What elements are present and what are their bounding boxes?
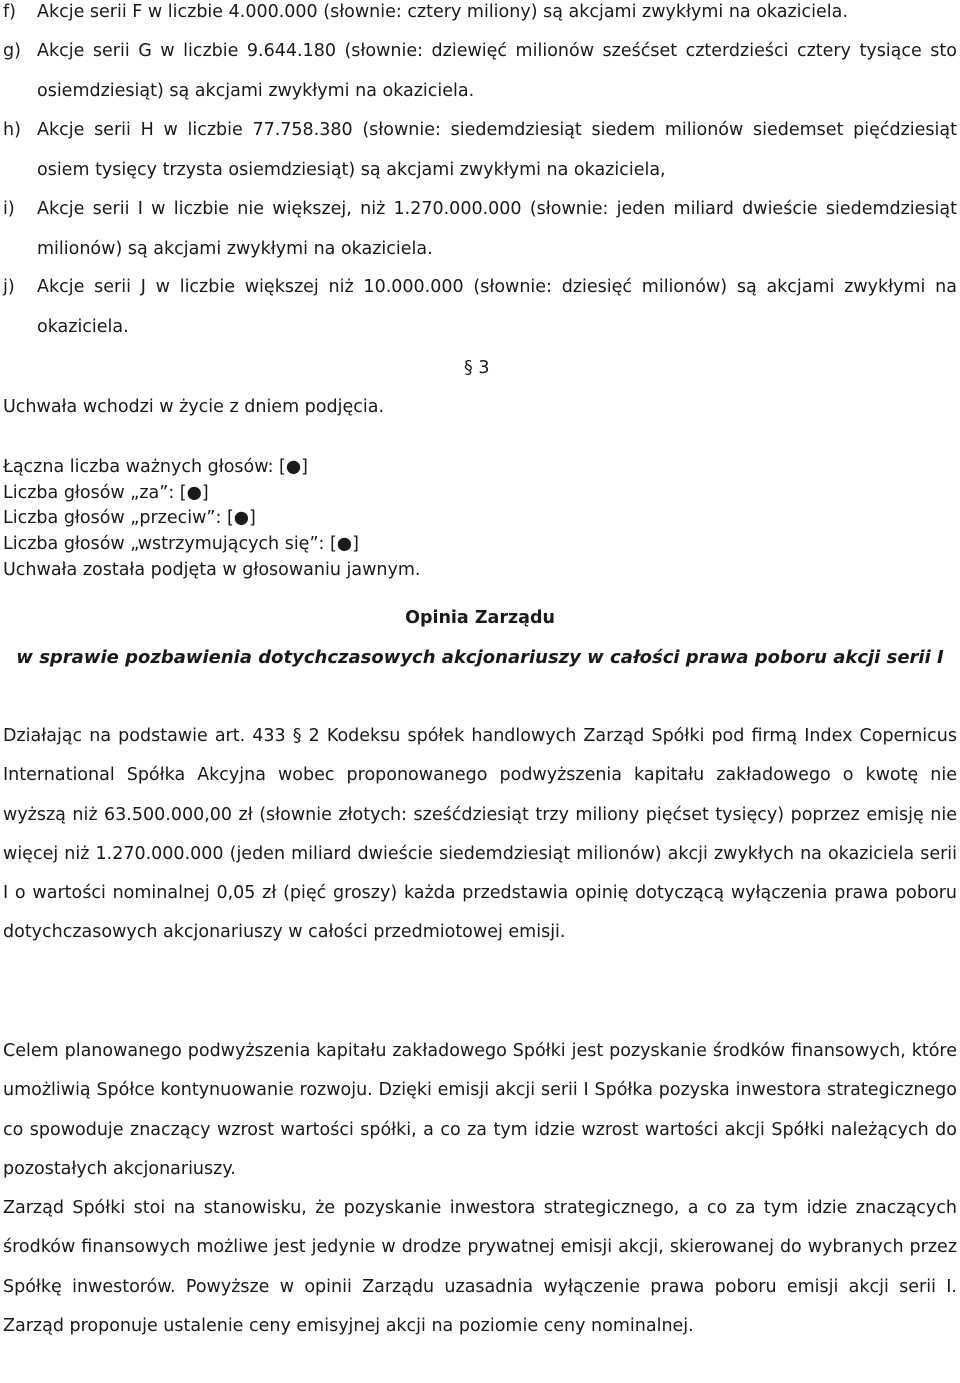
list-item-g <box>3 32 957 111</box>
list-item-text: Akcje serii H w liczbie 77.758.380 (słownie: siedemdziesiąt siedem milionów siedemset pięćdziesiąt osiem tysięcy trzysta osiemdziesiąt) są akcjami zwykłymi na okaziciela, <box>37 120 957 180</box>
opinion-subtitle: w sprawie pozbawienia dotychczasowych akcjonariuszy w całości prawa poboru akcji serii I <box>16 647 944 668</box>
list-item-i <box>3 190 957 269</box>
vote-result: Uchwała została podjęta w głosowaniu jawnym. <box>3 559 421 580</box>
voting-results <box>3 455 420 584</box>
list-item-h <box>3 111 957 190</box>
votes-against: Liczba głosów „przeciw”: [●] <box>3 508 256 529</box>
opinion-title: Opinia Zarządu <box>405 608 555 628</box>
list-marker: h) <box>3 120 21 140</box>
list-marker: f) <box>3 2 16 22</box>
list-marker: g) <box>3 41 21 61</box>
list-marker: i) <box>3 199 15 219</box>
opinion-paragraph-2: Celem planowanego podwyższenia kapitału zakładowego Spółki jest pozyskanie środków finansowych, które umożliwią Spółce kontynuowanie rozwoju. Dzięki emisji akcji serii I Spółka pozyska inwestora strategicznego co spowoduje znaczący wzrost wartości spółki, a co za tym idzie wzrost wartości akcji Spółki należących do pozostałych akcjonariuszy. <box>3 1041 957 1179</box>
effective-date-statement: Uchwała wchodzi w życie z dniem podjęcia. <box>3 397 385 417</box>
list-item-text: Akcje serii F w liczbie 4.000.000 (słownie: cztery miliony) są akcjami zwykłymi na okaziciela. <box>37 2 848 22</box>
list-marker: j) <box>3 277 15 297</box>
opinion-paragraph-1: Działając na podstawie art. 433 § 2 Kodeksu spółek handlowych Zarząd Spółki pod firmą Index Copernicus International Spółka Akcyjna wobec proponowanego podwyższenia kapitału zakładowego o kwotę nie wyższą niż 63.500.000,00 zł (słownie złotych: sześćdziesiąt trzy miliony pięćset tysięcy) poprzez emisję nie więcej niż 1.270.000.000 (jeden miliard dwieście siedemdziesiąt milionów) akcji zwykłych na okaziciela serii I o wartości nominalnej 0,05 zł (pięć groszy) każda przedstawia opinię dotyczącą wyłączenia prawa poboru dotychczasowych akcjonariuszy w całości przedmiotowej emisji. <box>3 726 957 943</box>
votes-for: Liczba głosów „za”: [●] <box>3 482 209 503</box>
list-item-text: Akcje serii G w liczbie 9.644.180 (słownie: dziewięć milionów sześćset czterdzieści cztery tysiące sto osiemdziesiąt) są akcjami zwykłymi na okaziciela. <box>37 41 957 101</box>
list-item-text: Akcje serii J w liczbie większej niż 10.000.000 (słownie: dziesięć milionów) są akcjami zwykłymi na okaziciela. <box>37 277 957 337</box>
votes-total: Łączna liczba ważnych głosów: [●] <box>3 457 308 477</box>
list-item-j <box>3 268 957 347</box>
list-item-text: Akcje serii I w liczbie nie większej, niż 1.270.000.000 (słownie: jeden miliard dwieście siedemdziesiąt milionów) są akcjami zwykłymi na okaziciela. <box>37 199 957 259</box>
opinion-paragraph-3: Zarząd Spółki stoi na stanowisku, że pozyskanie inwestora strategicznego, a co za tym idzie znaczących środków finansowych możliwe jest jedynie w drodze prywatnej emisji akcji, skierowanej do wybranych przez Spółkę inwestorów. Powyższe w opinii Zarządu uzasadnia wyłączenie prawa poboru emisji akcji serii I. Zarząd proponuje ustalenie ceny emisyjnej akcji na poziomie ceny nominalnej. <box>3 1198 957 1336</box>
section-number: § 3 <box>464 358 490 378</box>
votes-abstain: Liczba głosów „wstrzymujących się”: [●] <box>3 534 359 555</box>
list-item-f <box>3 0 957 33</box>
